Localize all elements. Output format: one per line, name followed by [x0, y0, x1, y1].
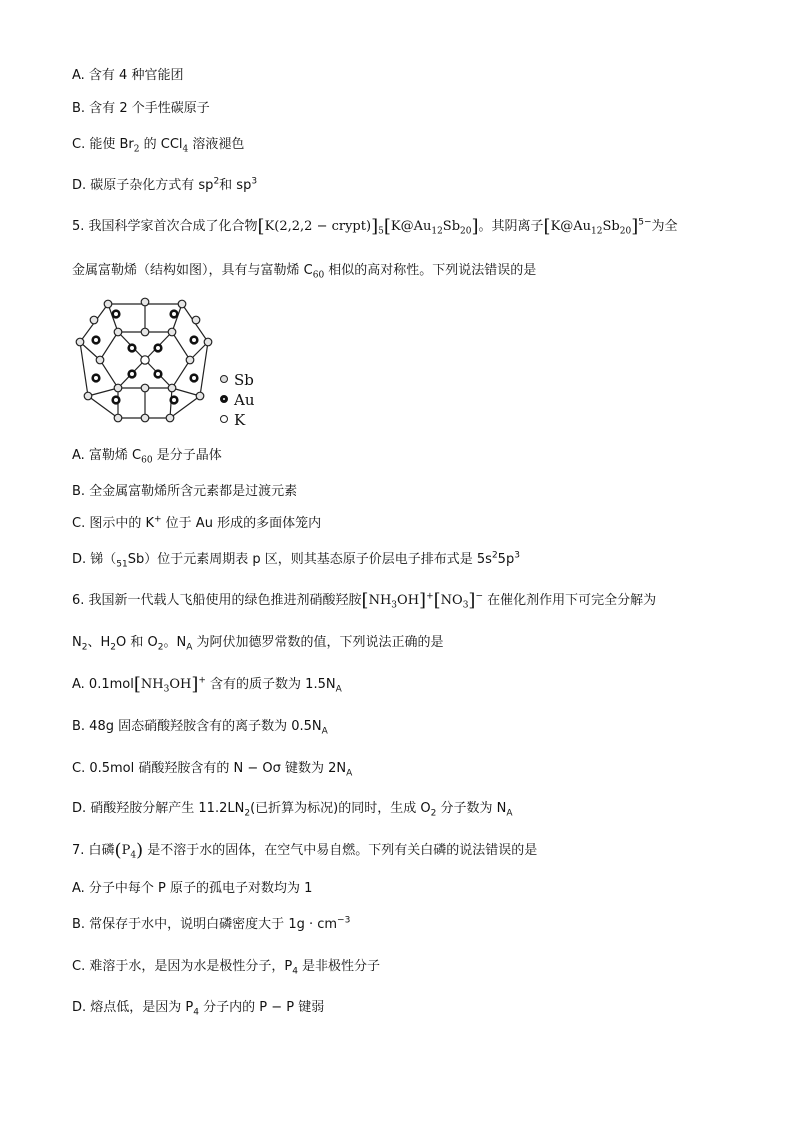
- q5-option-c: C. 图示中的 K+ 位于 Au 形成的多面体笼内: [72, 514, 322, 531]
- figure-legend: [218, 370, 255, 430]
- q7-option-d: D. 熔点低，是因为 $P_4$ 分子内的 P − P 键弱: [72, 1000, 325, 1018]
- q4-option-c: C. 能使 $Br_2$ 的 CCl$_4$ 溶液褪色: [72, 137, 245, 155]
- q7-option-c: C. 难溶于水，是因为水是极性分子，$P_4$ 是非极性分子: [72, 959, 381, 977]
- q5-option-a: A. 富勒烯 $C_{60}$ 是分子晶体: [72, 448, 222, 466]
- q7-stem: 7. 白磷$(P_4)$ 是不溶于水的固体，在空气中易自燃。下列有关白磷的说法错误的是: [72, 840, 538, 861]
- q6-option-d: D. 硝酸羟胺分解产生 $11.2LN_2$(已折算为标况)的同时，生成 $O_2$ 分子数为 $N_A$: [72, 801, 513, 819]
- legend-au: Au: [218, 390, 255, 410]
- q5-option-d: D. 锑$(_{51}Sb)$位于元素周期表 p 区，则其基态原子价层电子排布式是 $5s^25p^3$: [72, 550, 520, 570]
- q4-option-a: A. 含有 4 种官能团: [72, 68, 184, 83]
- q7-option-b: B. 常保存于水中，说明白磷密度大于 $1g \cdot cm^{-3}$: [72, 915, 351, 932]
- fullerene-structure-figure: [70, 292, 220, 428]
- q7-option-a: A. 分子中每个 P 原子的孤电子对数均为 1: [72, 881, 313, 896]
- sb-dot-icon: [220, 375, 228, 383]
- k-atom: [141, 356, 149, 364]
- q6-option-a: A. $0.1mol[NH_3OH]^+$ 含有的质子数为 $1.5N_A$: [72, 674, 342, 695]
- q6-option-b: B. 48g 固态硝酸羟胺含有的离子数为 $0.5N_A$: [72, 719, 328, 737]
- q5-stem-line1: 5. 我国科学家首次合成了化合物$[K(2,2,2 - crypt)]_5[K@Au_{12}Sb_{20}]$。其阴离子$[K@Au_{12}Sb_{20}]^{5-}$为全: [72, 216, 678, 237]
- q6-stem-line2: $N_2$、$H_2O$ 和 $O_2$。$N_A$ 为阿伏加德罗常数的值，下列说法正确的是: [72, 635, 444, 653]
- q5-option-b: B. 全金属富勒烯所含元素都是过渡元素: [72, 484, 298, 499]
- q5-stem-line2: 金属富勒烯（结构如图），具有与富勒烯 $C_{60}$ 相似的高对称性。下列说法错误的是: [72, 263, 537, 281]
- legend-k: K: [218, 410, 255, 430]
- q6-stem-line1: 6. 我国新一代载人飞船使用的绿色推进剂硝酸羟胺$[NH_3OH]^+[NO_3]^-$ 在催化剂作用下可完全分解为: [72, 590, 657, 611]
- q4-option-d: D. 碳原子杂化方式有 $sp^2$和 $sp^3$: [72, 176, 258, 193]
- k-dot-icon: [220, 415, 228, 423]
- legend-sb: Sb: [218, 370, 255, 390]
- q6-option-c: C. 0.5mol 硝酸羟胺含有的 N − Oσ 键数为 $2N_A$: [72, 761, 353, 779]
- au-dot-icon: [220, 395, 228, 403]
- q4-option-b: B. 含有 2 个手性碳原子: [72, 101, 210, 116]
